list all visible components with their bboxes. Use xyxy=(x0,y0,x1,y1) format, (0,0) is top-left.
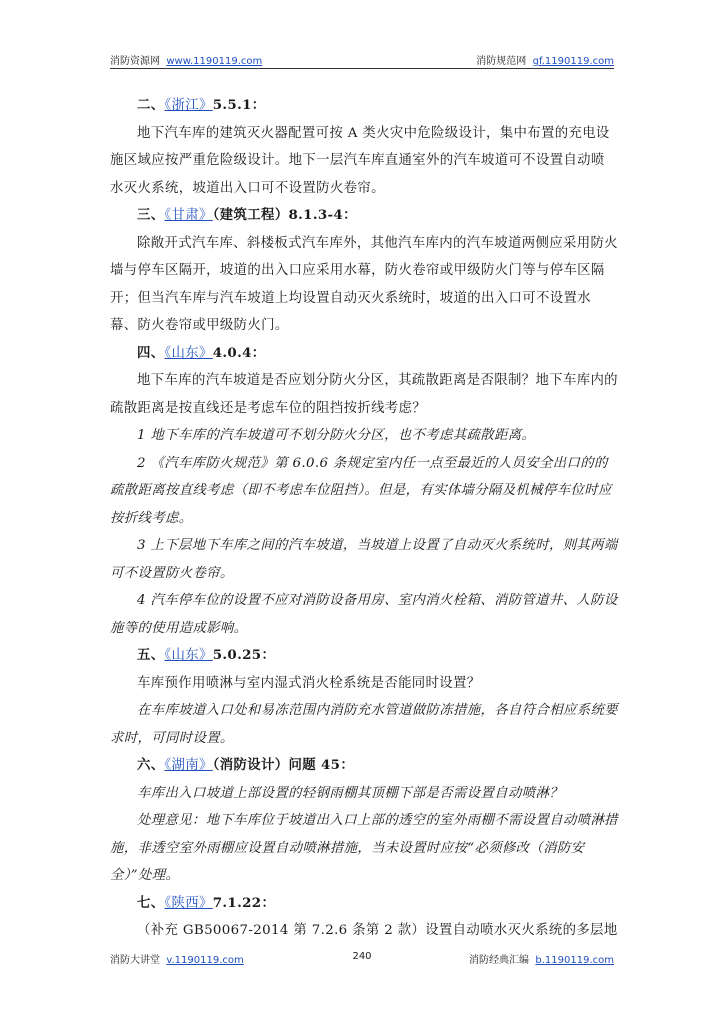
header-left-label: 消防资源网 xyxy=(110,56,160,67)
footer-right-label: 消防经典汇编 xyxy=(469,955,530,966)
page-header xyxy=(110,52,614,67)
footer-left-label: 消防大讲堂 xyxy=(110,955,160,966)
paragraph: 除敞开式汽车库、斜楼板式汽车库外，其他汽车库内的汽车坡道两侧应采用防火墙与停车区隔开，坡道的出入口应采用水幕，防火卷帘或甲级防火门等与停车区隔开；但当汽车库与汽车坡道上均设置自动灭火系统时，坡道的出入口可不设置水幕、防火卷帘或甲级防火门。 xyxy=(110,235,618,333)
section-heading xyxy=(110,92,618,120)
answer-item: 4 汽车停车位的设置不应对消防设备用房、室内消火栓箱、消防管道井、人防设施等的使用造成影响。 xyxy=(110,593,618,636)
header-right xyxy=(476,52,614,67)
page-content xyxy=(110,92,618,945)
footer-right-link[interactable]: b.1190119.com xyxy=(535,955,614,966)
section-number: 六、 xyxy=(137,757,165,773)
header-left xyxy=(110,52,262,67)
province-link[interactable]: 《山东》 xyxy=(164,345,213,361)
section-heading xyxy=(110,890,618,918)
province-link[interactable]: 《甘肃》 xyxy=(164,208,213,223)
clause-ref: 7.1.22： xyxy=(212,894,276,911)
clause-ref: 4.0.4： xyxy=(212,344,266,361)
section-number: 七、 xyxy=(137,894,165,911)
clause-ref: 5.0.25： xyxy=(212,647,276,663)
answer-item: 3 上下层地下车库之间的汽车坡道，当坡道上设置了自动灭火系统时，则其两端可不设置防火卷帘。 xyxy=(110,538,618,581)
page-footer xyxy=(110,951,614,966)
section-heading xyxy=(110,642,618,670)
section-number: 五、 xyxy=(137,647,165,663)
paragraph: 地下汽车库的建筑灭火器配置可按 A 类火灾中危险级设计，集中布置的充电设施区域应按严重危险级设计。地下一层汽车库直通室外的汽车坡道可不设置自动喷水灭火系统，坡道出入口可不设置防火卷帘。 xyxy=(110,125,610,196)
section-heading xyxy=(110,752,618,780)
header-right-link[interactable]: gf.1190119.com xyxy=(532,56,614,67)
page-number: 240 xyxy=(352,951,372,962)
answer-item: 处理意见：地下车库位于坡道出入口上部的透空的室外雨棚不需设置自动喷淋措施，非透空室外雨棚应设置自动喷淋措施，当未设置时应按“必须修改（消防安全）”处理。 xyxy=(110,813,618,883)
clause-ref: （建筑工程）8.1.3-4： xyxy=(212,207,357,223)
section-heading xyxy=(110,202,618,230)
province-link[interactable]: 《湖南》 xyxy=(164,758,213,773)
paragraph: 地下车库的汽车坡道是否应划分防火分区，其疏散距离是否限制？地下车库内的疏散距离是按直线还是考虑车位的阻挡按折线考虑？ xyxy=(110,373,618,416)
answer-item: 在车库坡道入口处和易冻范围内消防充水管道做防冻措施，各自符合相应系统要求时，可同时设置。 xyxy=(110,703,618,746)
footer-left-link[interactable]: v.1190119.com xyxy=(166,955,244,966)
section-number: 二、 xyxy=(137,97,165,113)
header-divider xyxy=(110,68,614,69)
paragraph: 车库预作用喷淋与室内湿式消火栓系统是否能同时设置？ xyxy=(137,675,481,691)
section-number: 四、 xyxy=(137,344,165,361)
header-left-link[interactable]: www.1190119.com xyxy=(166,56,263,67)
answer-item: 1 地下车库的汽车坡道可不划分防火分区，也不考虑其疏散距离。 xyxy=(137,428,536,443)
province-link[interactable]: 《陕西》 xyxy=(164,895,213,911)
clause-ref: （消防设计）问题 45： xyxy=(212,757,355,773)
clause-ref: 5.5.1： xyxy=(212,97,266,113)
question-item: 车库出入口坡道上部设置的轻钢雨棚其顶棚下部是否需设置自动喷淋？ xyxy=(137,785,563,801)
section-heading xyxy=(110,340,618,368)
province-link[interactable]: 《山东》 xyxy=(164,648,213,663)
province-link[interactable]: 《浙江》 xyxy=(164,98,213,113)
answer-item: 2 《汽车库防火规范》第 6.0.6 条规定室内任一点至最近的人员安全出口的的疏散距离按直线考虑（即不考虑车位阻挡）。但是，有实体墙分隔及机械停车位时应按折线考虑。 xyxy=(110,455,612,526)
header-right-label: 消防规范网 xyxy=(476,56,527,67)
paragraph: （补充 GB50067-2014 第 7.2.6 条第 2 款）设置自动喷水灭火系统的多层地 xyxy=(137,923,618,938)
section-number: 三、 xyxy=(137,207,165,223)
